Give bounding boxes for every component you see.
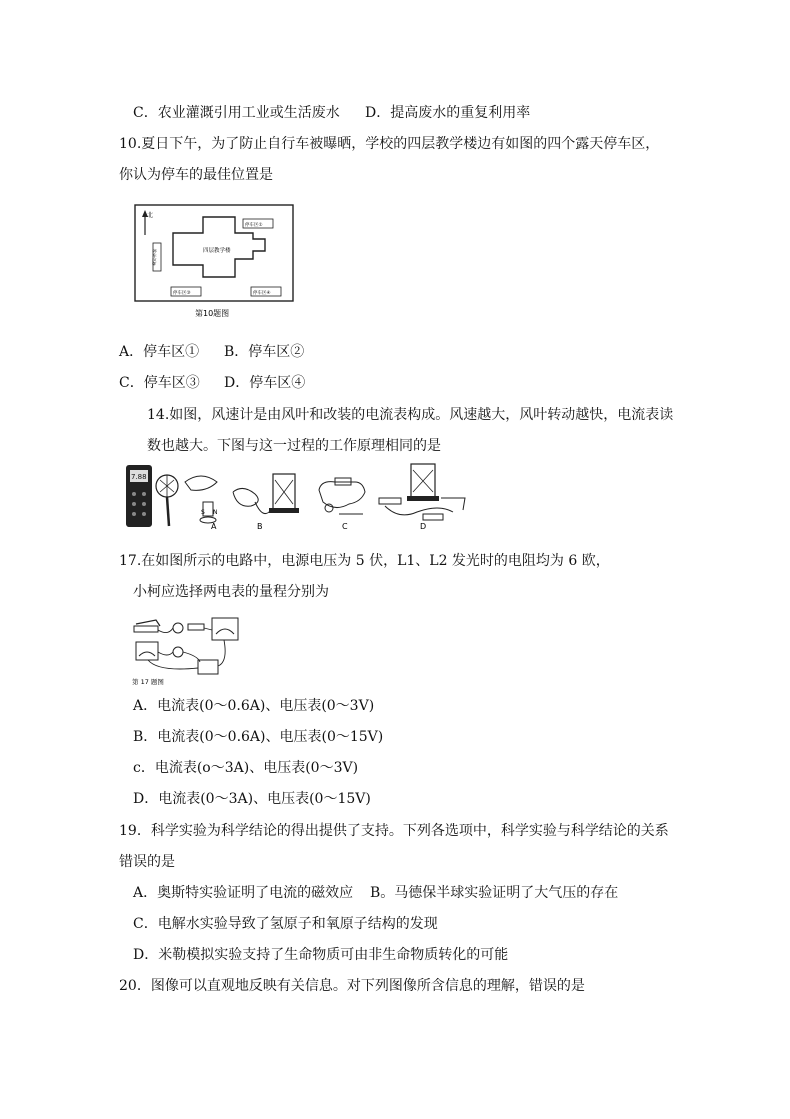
label-d: D [420,522,427,530]
q10-option-a: A．停车区① [119,344,200,360]
zone-3-label: 停车区③ [173,291,191,296]
figure-17-caption: 第 17 题图 [132,678,164,686]
label-c: C [342,522,348,530]
figure-14-apparatus [123,462,473,530]
label-b: B [257,522,263,530]
q10-option-c: C．停车区③ [119,375,200,391]
figure-10-caption: 第10题图 [195,309,230,318]
q17-option-d: D．电流表(0～3A)、电压表(0～15V) [133,791,371,807]
q19-option-c: C．电解水实验导致了氢原子和氧原子结构的发现 [133,916,438,932]
question-19-line2: 错误的是 [119,854,175,870]
question-14-line2: 数也越大。下图与这一过程的工作原理相同的是 [147,438,441,454]
meter-reading: 7.88 [131,473,147,481]
q17-option-b: B．电流表(0～0.6A)、电压表(0～15V) [133,729,384,745]
question-10-line1: 10.夏日下午，为了防止自行车被曝晒，学校的四层教学楼边有如图的四个露天停车区， [119,136,660,152]
question-17-line2: 小柯应选择两电表的量程分别为 [133,584,329,600]
option-c-q9: C．农业灌溉引用工业或生活废水 [133,105,340,121]
q10-option-d: D．停车区④ [224,375,306,391]
figure-10-map [125,195,300,323]
q19-option-b: B。马德保半球实验证明了大气压的存在 [370,885,619,901]
q10-option-b: B．停车区② [224,344,305,360]
building-label: 四层教学楼 [203,248,231,254]
question-10-line2: 你认为停车的最佳位置是 [119,167,273,183]
zone-4-label: 停车区④ [253,291,271,296]
question-19-line1: 19．科学实验为科学结论的得出提供了支持。下列各选项中，科学实验与科学结论的关系 [119,823,669,839]
question-14-line1: 14.如图，风速计是由风叶和改装的电流表构成。风速越大，风叶转动越快，电流表读 [147,407,674,423]
q17-option-c: c．电流表(o～3A)、电压表(0～3V) [133,760,359,776]
svg-text:S: S [201,509,205,516]
question-20-line1: 20．图像可以直观地反映有关信息。对下列图像所含信息的理解，错误的是 [119,978,585,994]
q19-option-d: D．米勒模拟实验支持了生命物质可由非生命物质转化的可能 [133,947,509,963]
zone-2-label: 停车区② [151,249,157,268]
q19-option-a: A．奥斯特实验证明了电流的磁效应 [133,885,354,901]
label-a: A [211,522,217,530]
question-17-line1: 17.在如图所示的电路中，电源电压为 5 伏，L1、L2 发光时的电阻均为 6 欧， [119,553,610,569]
north-label: 北 [147,212,154,219]
figure-17-circuit [128,612,246,690]
q17-option-a: A．电流表(0～0.6A)、电压表(0～3V) [133,698,375,714]
zone-1-label: 停车区① [245,223,263,228]
option-d-q9: D．提高废水的重复利用率 [365,105,531,121]
svg-text:N: N [213,509,218,516]
